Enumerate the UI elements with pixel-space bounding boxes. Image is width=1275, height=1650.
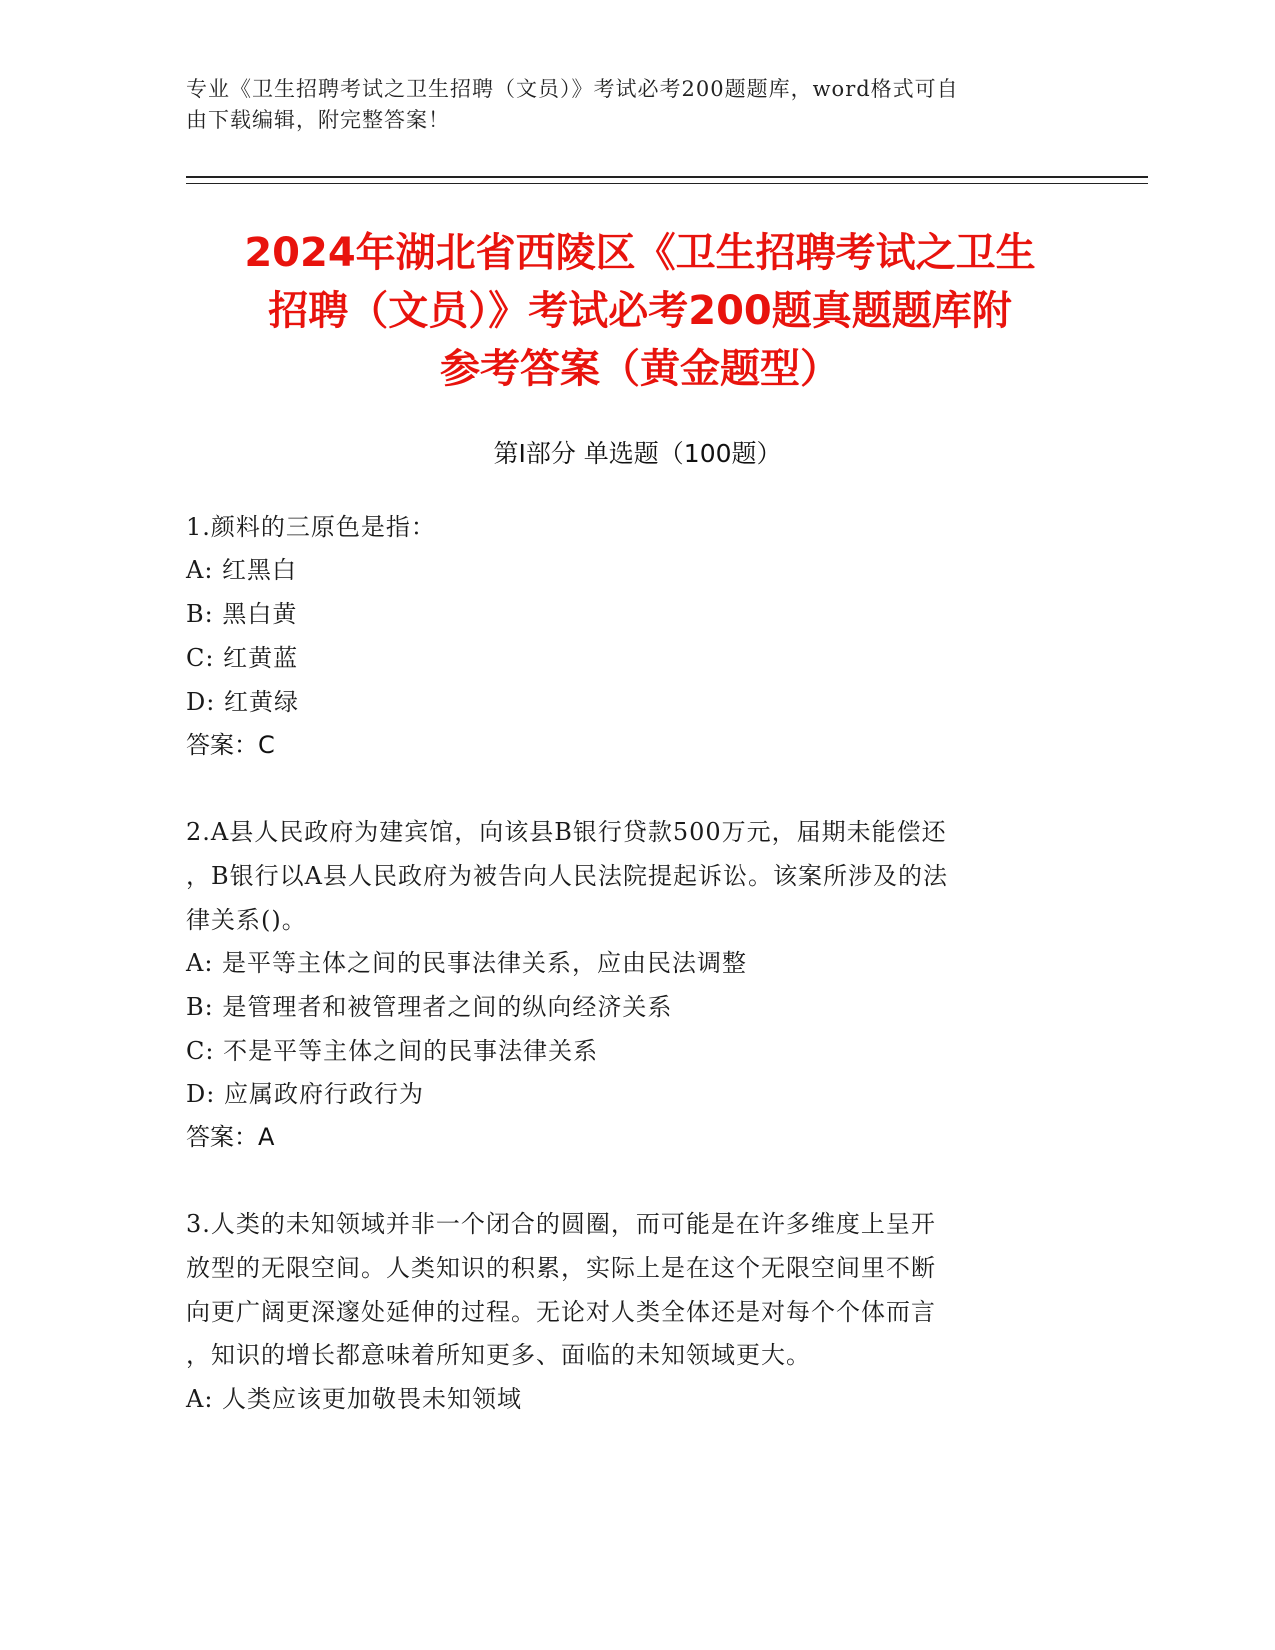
question-3-stem-line-3: 向更广阔更深邃处延伸的过程。无论对人类全体还是对每个个体而言 — [186, 1298, 936, 1326]
header-rule-thin — [186, 183, 1148, 184]
question-2-stem-line-1: 2.A县人民政府为建宾馆，向该县B银行贷款500万元，届期未能偿还 — [186, 818, 947, 846]
question-2-option-c: C: 不是平等主体之间的民事法律关系 — [186, 1037, 599, 1065]
question-2-stem-line-2: ，B银行以A县人民政府为被告向人民法院提起诉讼。该案所涉及的法 — [186, 862, 948, 890]
header-note — [186, 74, 1066, 136]
header-note-line-2: 由下载编辑，附完整答案！ — [186, 108, 450, 132]
question-1-stem: 1.颜料的三原色是指： — [186, 513, 436, 541]
question-3-stem-line-1: 3.人类的未知领域并非一个闭合的圆圈，而可能是在许多维度上呈开 — [186, 1210, 936, 1238]
question-1-option-b: B: 黑白黄 — [186, 600, 298, 628]
title-line-2: 招聘（文员）》考试必考200题真题题库附 — [268, 288, 1012, 334]
title-line-1: 2024年湖北省西陵区《卫生招聘考试之卫生 — [244, 230, 1036, 276]
question-2-option-b: B: 是管理者和被管理者之间的纵向经济关系 — [186, 993, 673, 1021]
title-line-3: 参考答案（黄金题型） — [440, 346, 840, 392]
question-1-option-d: D: 红黄绿 — [186, 688, 299, 716]
question-3-stem-line-4: ，知识的增长都意味着所知更多、面临的未知领域更大。 — [186, 1341, 811, 1369]
header-rule-thick — [186, 176, 1148, 178]
section-heading: 第Ⅰ部分 单选题（100题） — [493, 439, 782, 468]
document-title — [160, 224, 1120, 398]
question-2-answer: 答案：A — [186, 1123, 275, 1151]
header-note-line-1: 专业《卫生招聘考试之卫生招聘（文员）》考试必考200题题库，word格式可自 — [186, 77, 959, 101]
question-1-option-a: A: 红黑白 — [186, 556, 298, 584]
question-3-option-a: A: 人类应该更加敬畏未知领域 — [186, 1385, 523, 1413]
question-2-option-d: D: 应属政府行政行为 — [186, 1080, 424, 1108]
question-2-stem-line-3: 律关系()。 — [186, 906, 307, 934]
question-1-option-c: C: 红黄蓝 — [186, 644, 299, 672]
question-3-stem-line-2: 放型的无限空间。人类知识的积累，实际上是在这个无限空间里不断 — [186, 1254, 936, 1282]
question-2-option-a: A: 是平等主体之间的民事法律关系，应由民法调整 — [186, 949, 748, 977]
question-1-answer: 答案：C — [186, 731, 275, 759]
